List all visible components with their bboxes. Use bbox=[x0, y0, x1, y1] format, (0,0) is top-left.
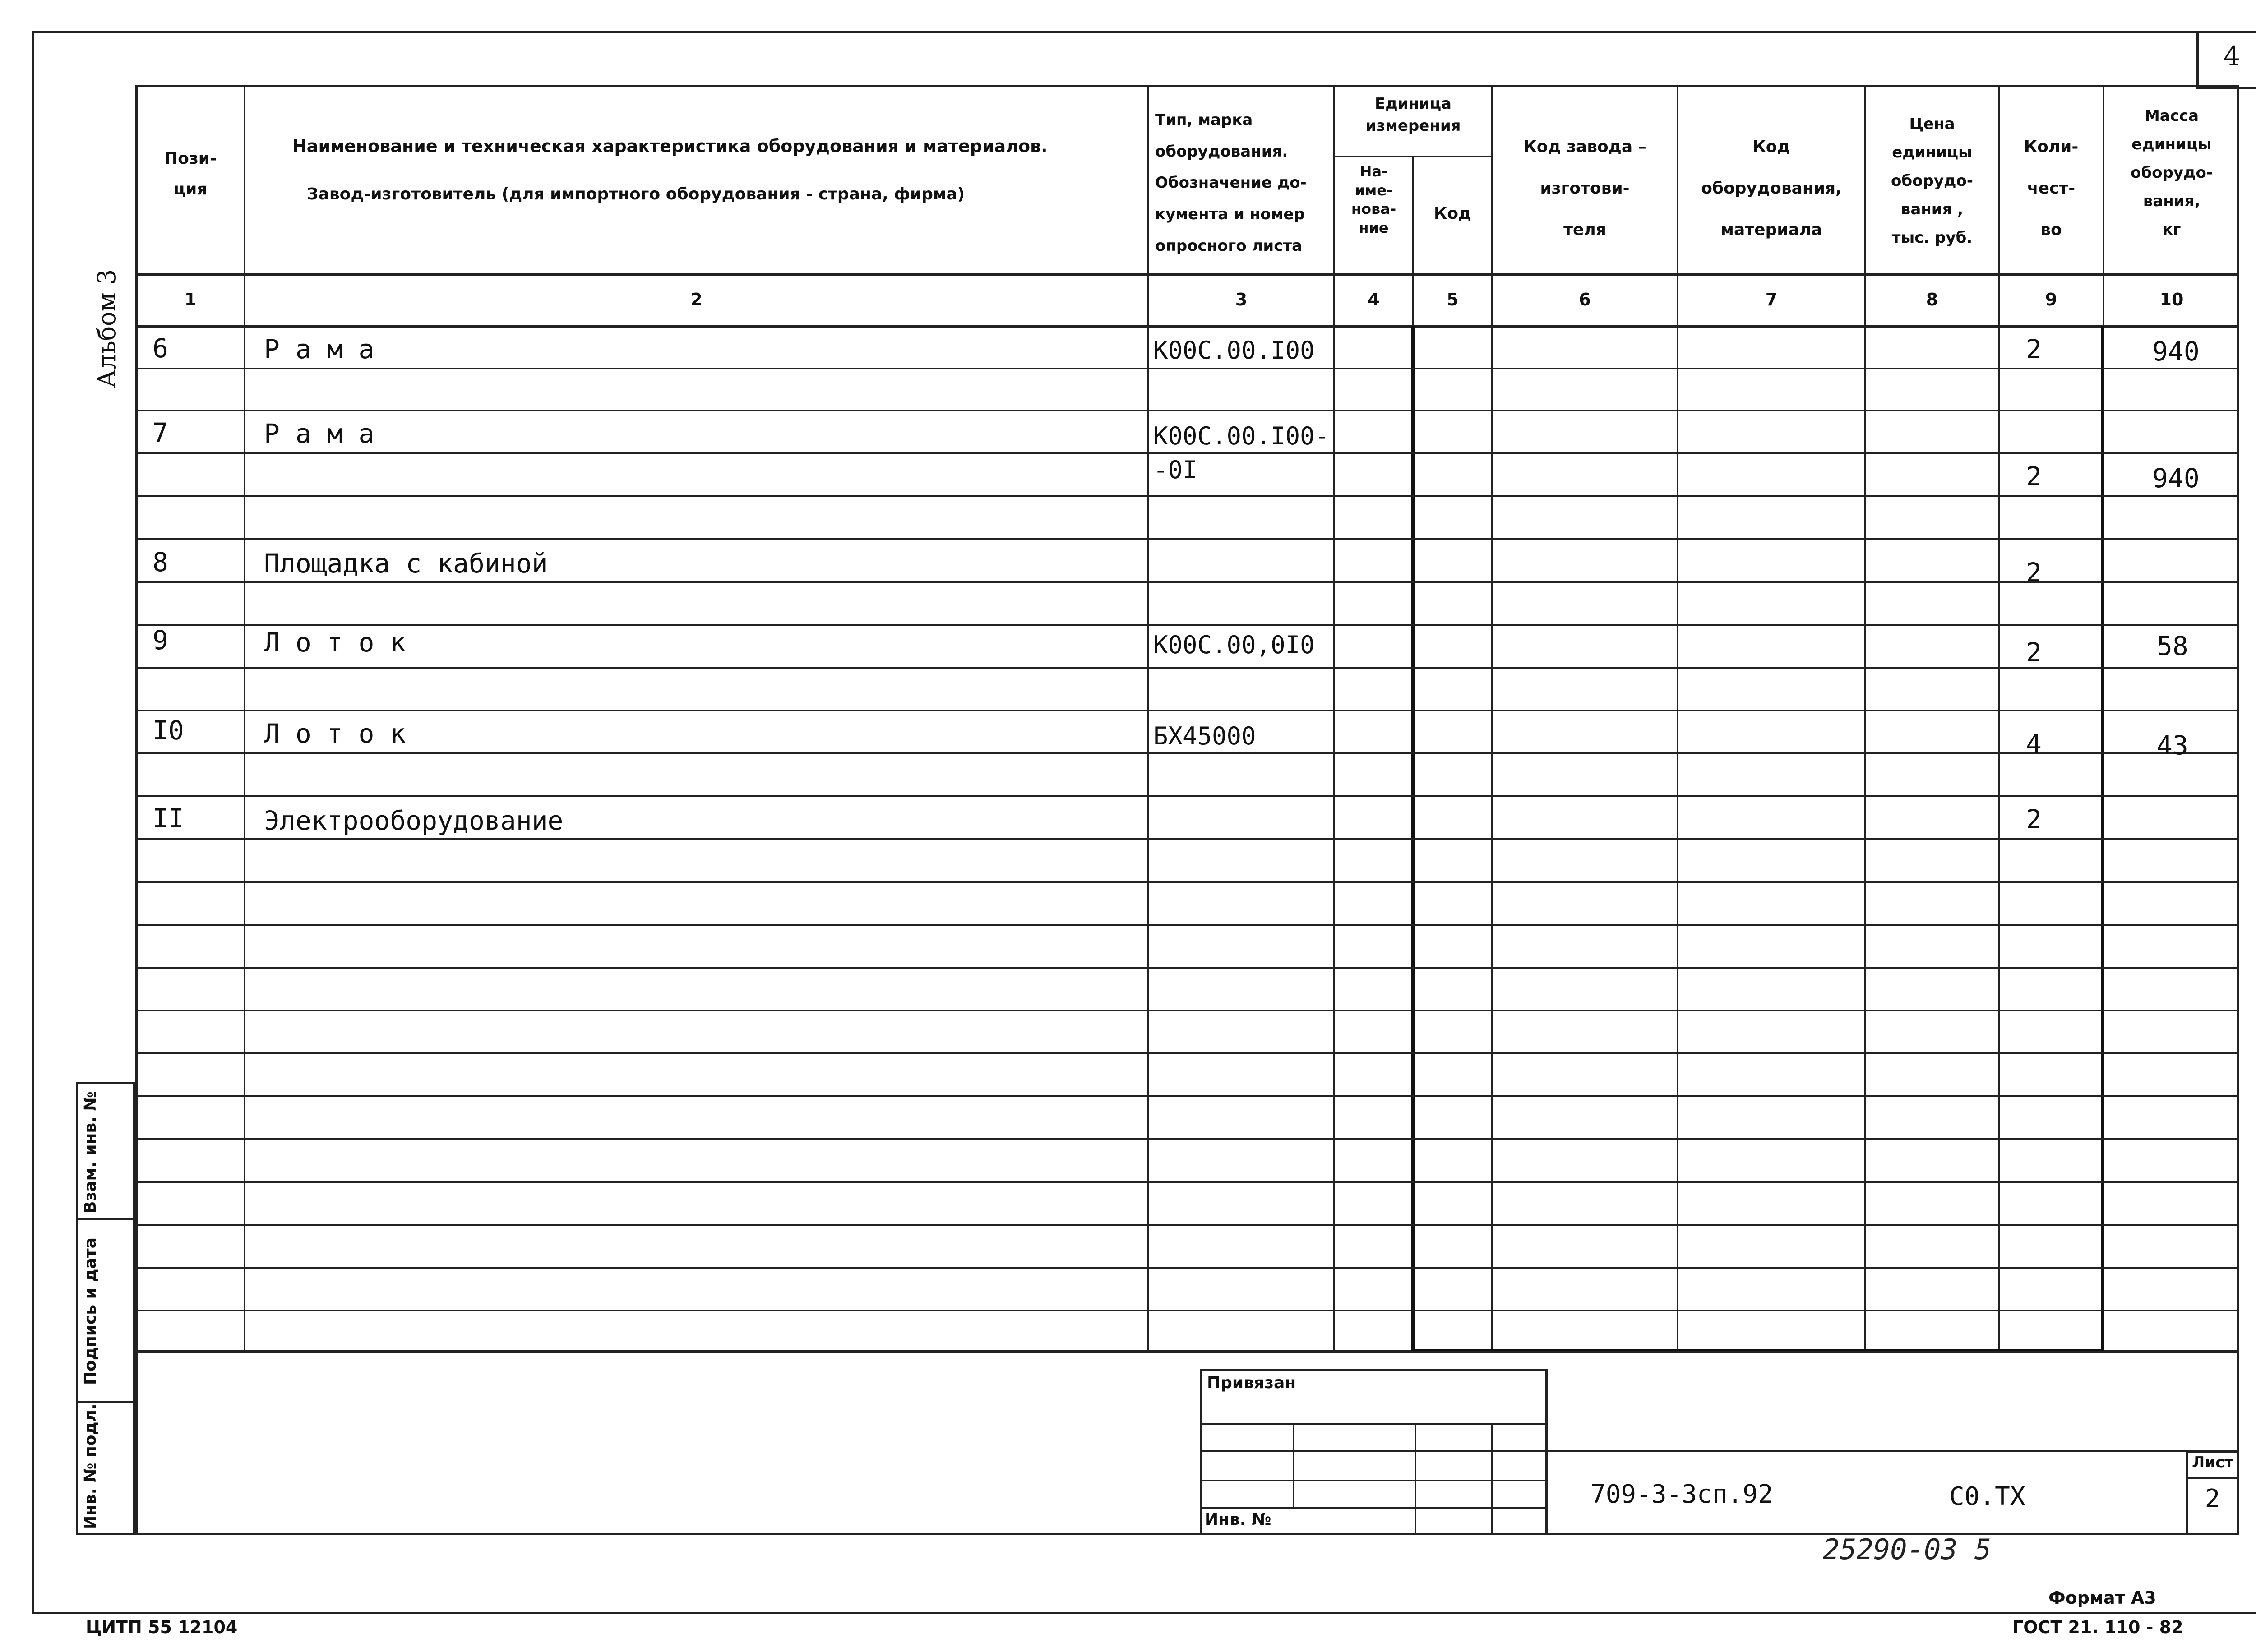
row-7-qty: 2 bbox=[2026, 461, 2042, 492]
col-line-8 bbox=[1998, 85, 2000, 1352]
format-label: Формат А3 bbox=[2048, 1588, 2156, 1608]
row-9-mass: 58 bbox=[2157, 631, 2188, 661]
side-stamp-sign-date: Подпись и дата bbox=[81, 1237, 100, 1385]
row-6-mass: 940 bbox=[2152, 336, 2200, 367]
row-line bbox=[135, 1052, 2239, 1054]
row-line bbox=[135, 581, 2239, 583]
row-line bbox=[135, 1224, 2239, 1226]
colnum-9: 9 bbox=[2045, 290, 2057, 309]
colnum-10: 10 bbox=[2159, 290, 2184, 309]
row-line bbox=[135, 967, 2239, 969]
row-line bbox=[135, 1310, 2239, 1311]
bound-label: Привязан bbox=[1207, 1374, 1296, 1392]
row-line bbox=[135, 795, 2239, 797]
corner-number: 4 bbox=[2224, 41, 2240, 71]
side-stamp-line bbox=[76, 1401, 135, 1403]
inv-label: Инв. № bbox=[1205, 1510, 1271, 1529]
row-7-type2: -0I bbox=[1153, 456, 1197, 484]
row-6-qty: 2 bbox=[2026, 334, 2042, 365]
row-10-name: Л о т о к bbox=[264, 718, 406, 749]
header-equipment-code: Код оборудования, материала bbox=[1701, 138, 1842, 239]
colnum-8: 8 bbox=[1926, 290, 1938, 309]
row-line bbox=[135, 1138, 2239, 1140]
bottom-right-standard: ГОСТ 21. 110 - 82 bbox=[2012, 1617, 2183, 1637]
row-9-name: Л о т о к bbox=[264, 627, 406, 658]
doc-code: 709-3-3сп.92 bbox=[1590, 1480, 1773, 1509]
row-11-qty: 2 bbox=[2026, 804, 2042, 835]
header-quantity: Коли- чест- во bbox=[2024, 138, 2079, 239]
bound-line bbox=[1200, 1450, 1548, 1452]
side-stamp-inv-orig: Инв. № подл. bbox=[81, 1403, 100, 1529]
colnum-5: 5 bbox=[1447, 290, 1459, 309]
row-10-mass: 43 bbox=[2157, 730, 2188, 761]
header-mass: Масса единицы оборудо- вания, кг bbox=[2131, 107, 2213, 239]
row-7-pos: 7 bbox=[153, 417, 168, 448]
row-8-name: Площадка с кабиной bbox=[264, 548, 548, 579]
col-line-7 bbox=[1864, 85, 1866, 1352]
row-line bbox=[135, 495, 2239, 497]
row-line bbox=[135, 838, 2239, 840]
bound-vline bbox=[1491, 1423, 1493, 1535]
row-line bbox=[135, 1267, 2239, 1269]
bound-line bbox=[1200, 1507, 1548, 1509]
colnum-bottom-line bbox=[135, 325, 2239, 328]
colnum-7: 7 bbox=[1765, 290, 1778, 309]
header-unit: Единица измерения bbox=[1365, 95, 1461, 135]
sheet-label: Лист bbox=[2192, 1454, 2233, 1472]
header-unit-name: На- име- нова- ние bbox=[1351, 163, 1396, 236]
row-line bbox=[135, 1095, 2239, 1097]
header-name-line1: Наименование и техническая характеристика оборудования и материалов. bbox=[292, 136, 1048, 156]
col-line-3 bbox=[1333, 85, 1335, 1352]
row-line bbox=[135, 710, 2239, 711]
row-10-pos: I0 bbox=[153, 715, 184, 746]
row-8-qty: 2 bbox=[2026, 557, 2042, 588]
header-factory-code: Код завода – изготови- теля bbox=[1523, 138, 1646, 239]
header-bottom-line bbox=[135, 273, 2239, 276]
sheet-number: 2 bbox=[2205, 1484, 2220, 1514]
bound-vline bbox=[1293, 1423, 1294, 1507]
colnum-1: 1 bbox=[184, 290, 197, 309]
row-line bbox=[135, 881, 2239, 883]
colnum-4: 4 bbox=[1368, 290, 1380, 309]
album-label: Альбом 3 bbox=[92, 269, 121, 388]
row-10-qty: 4 bbox=[2026, 729, 2042, 759]
row-line bbox=[135, 1181, 2239, 1183]
sheet-box-line bbox=[2186, 1477, 2239, 1479]
side-stamp-line bbox=[76, 1218, 135, 1220]
row-line bbox=[135, 924, 2239, 926]
row-7-type: К00С.00.I00- bbox=[1153, 422, 1330, 450]
row-line bbox=[135, 452, 2239, 454]
row-line bbox=[135, 752, 2239, 754]
doc-mark: С0.ТХ bbox=[1949, 1482, 2025, 1511]
row-line bbox=[135, 667, 2239, 669]
bound-line bbox=[1200, 1480, 1548, 1481]
doc-code-top-line bbox=[1548, 1450, 2239, 1452]
row-9-type: К00С.00,0I0 bbox=[1153, 631, 1315, 659]
header-price: Цена единицы оборудо- вания , тыс. руб. bbox=[1891, 115, 1973, 247]
col-line-2 bbox=[1147, 85, 1149, 1352]
row-6-type: К00С.00.I00 bbox=[1153, 336, 1315, 365]
row-6-name: Р а м а bbox=[264, 334, 374, 365]
bottom-left-code: ЦИТП 55 12104 bbox=[86, 1617, 238, 1637]
row-9-pos: 9 bbox=[153, 625, 168, 655]
row-11-pos: II bbox=[153, 803, 184, 834]
colnum-6: 6 bbox=[1579, 290, 1591, 309]
header-name-line2: Завод-изготовитель (для импортного оборудования - страна, фирма) bbox=[307, 185, 965, 203]
handwritten-archive-number: 25290-03 5 bbox=[1823, 1533, 1992, 1566]
row-line bbox=[135, 1010, 2239, 1011]
row-10-type: БХ45000 bbox=[1153, 722, 1256, 750]
col-line-1 bbox=[244, 85, 245, 1352]
row-7-name: Р а м а bbox=[264, 418, 374, 449]
row-9-qty: 2 bbox=[2026, 637, 2042, 668]
header-position: Пози- ция bbox=[164, 149, 217, 199]
side-stamp-inv-replace: Взам. инв. № bbox=[81, 1091, 100, 1214]
header-type: Тип, марка оборудования. Обозначение до- кумента и номер опросного листа bbox=[1155, 111, 1307, 255]
row-line bbox=[135, 410, 2239, 411]
colnum-3: 3 bbox=[1235, 290, 1248, 309]
row-7-mass: 940 bbox=[2152, 463, 2200, 494]
row-line bbox=[135, 368, 2239, 369]
row-11-name: Электрооборудование bbox=[264, 805, 564, 836]
row-line bbox=[135, 538, 2239, 540]
row-6-pos: 6 bbox=[153, 333, 168, 364]
row-line bbox=[135, 624, 2239, 626]
header-unit-code: Код bbox=[1433, 204, 1472, 223]
row-8-pos: 8 bbox=[153, 547, 168, 577]
bound-line bbox=[1200, 1423, 1548, 1425]
title-block-frame bbox=[135, 1351, 2239, 1535]
bound-vline bbox=[1415, 1423, 1416, 1535]
col-line-6 bbox=[1677, 85, 1678, 1352]
col-line-5 bbox=[1491, 85, 1493, 1352]
colnum-2: 2 bbox=[690, 290, 703, 309]
